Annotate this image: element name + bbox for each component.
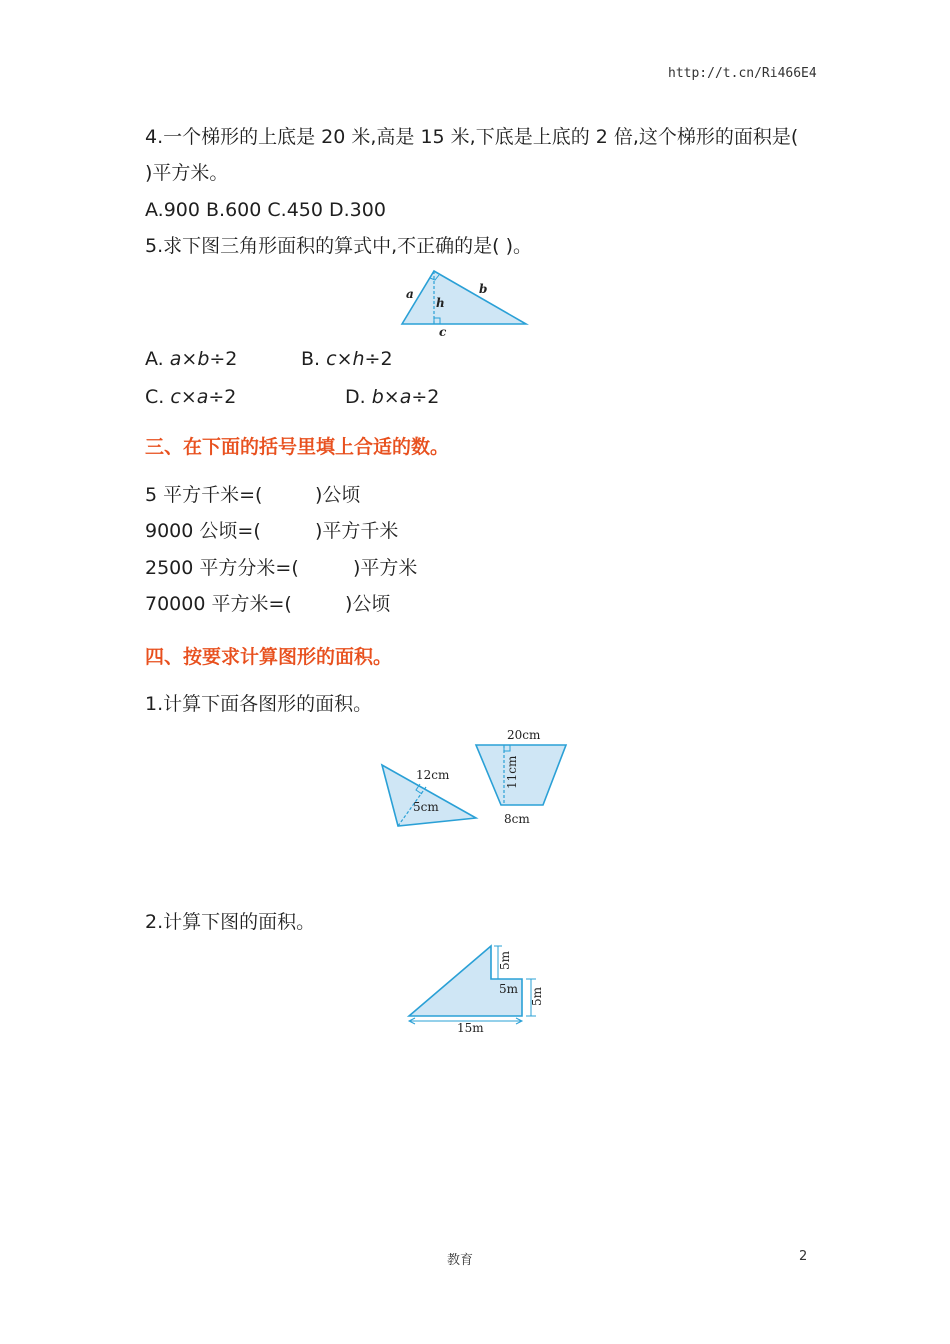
q5-label-h: h: [436, 296, 445, 310]
q5-label-b: b: [479, 282, 488, 296]
s4-trapezoid-figure: [470, 725, 580, 830]
s4-trapezoid: [476, 745, 566, 805]
s4-triangle-label-base: 12cm: [416, 768, 450, 782]
section3-item-3-right: )平方米: [353, 557, 418, 579]
page-number: 2: [799, 1249, 808, 1264]
q4-options: A.900 B.600 C.450 D.300: [145, 199, 386, 221]
s4-composite-label-upper: 5m: [498, 950, 512, 970]
s4-triangle-label-height: 5cm: [413, 800, 439, 814]
q5-option-b: B. c×h÷2: [301, 348, 393, 370]
q5-triangle: [402, 271, 526, 324]
s4-trapezoid-label-top: 20cm: [507, 728, 541, 742]
s4-composite-label-step: 5m: [499, 982, 519, 996]
section3-item-4-right: )公顷: [345, 593, 391, 615]
q5-triangle-figure: [395, 265, 535, 345]
s4-trapezoid-label-bottom: 8cm: [504, 812, 530, 826]
s4-composite-label-base: 15m: [457, 1021, 484, 1035]
s4-triangle-figure: [380, 760, 480, 830]
s4-composite-label-right: 5m: [530, 986, 544, 1006]
section3-item-4-left: 70000 平方米=(: [145, 593, 292, 615]
section3-item-2-left: 9000 公顷=(: [145, 520, 261, 542]
section4-title: 四、按要求计算图形的面积。: [145, 646, 393, 668]
q4-line2: )平方米。: [145, 162, 229, 184]
s4-trapezoid-label-height: 11cm: [505, 755, 519, 789]
section3-item-3-left: 2500 平方分米=(: [145, 557, 299, 579]
q5-option-c: C. c×a÷2: [145, 386, 237, 408]
s4-composite-figure: [405, 940, 550, 1035]
footer-center: 教育: [447, 1253, 474, 1268]
q4-line1: 4.一个梯形的上底是 20 米,高是 15 米,下底是上底的 2 倍,这个梯形的面积是(: [145, 126, 799, 148]
header-url: http://t.cn/Ri466E4: [668, 66, 817, 81]
section3-title: 三、在下面的括号里填上合适的数。: [145, 436, 450, 458]
q5-label-a: a: [406, 287, 414, 301]
section3-item-1-right: )公顷: [315, 484, 361, 506]
q5-option-d: D. b×a÷2: [345, 386, 440, 408]
section4-q2-text: 2.计算下图的面积。: [145, 911, 316, 933]
section4-q1-text: 1.计算下面各图形的面积。: [145, 693, 373, 715]
q5-option-a: A. a×b÷2: [145, 348, 238, 370]
q5-line1: 5.求下图三角形面积的算式中,不正确的是( )。: [145, 235, 533, 257]
section3-item-1-left: 5 平方千米=(: [145, 484, 263, 506]
q5-label-c: c: [439, 325, 447, 339]
section3-item-2-right: )平方千米: [315, 520, 399, 542]
